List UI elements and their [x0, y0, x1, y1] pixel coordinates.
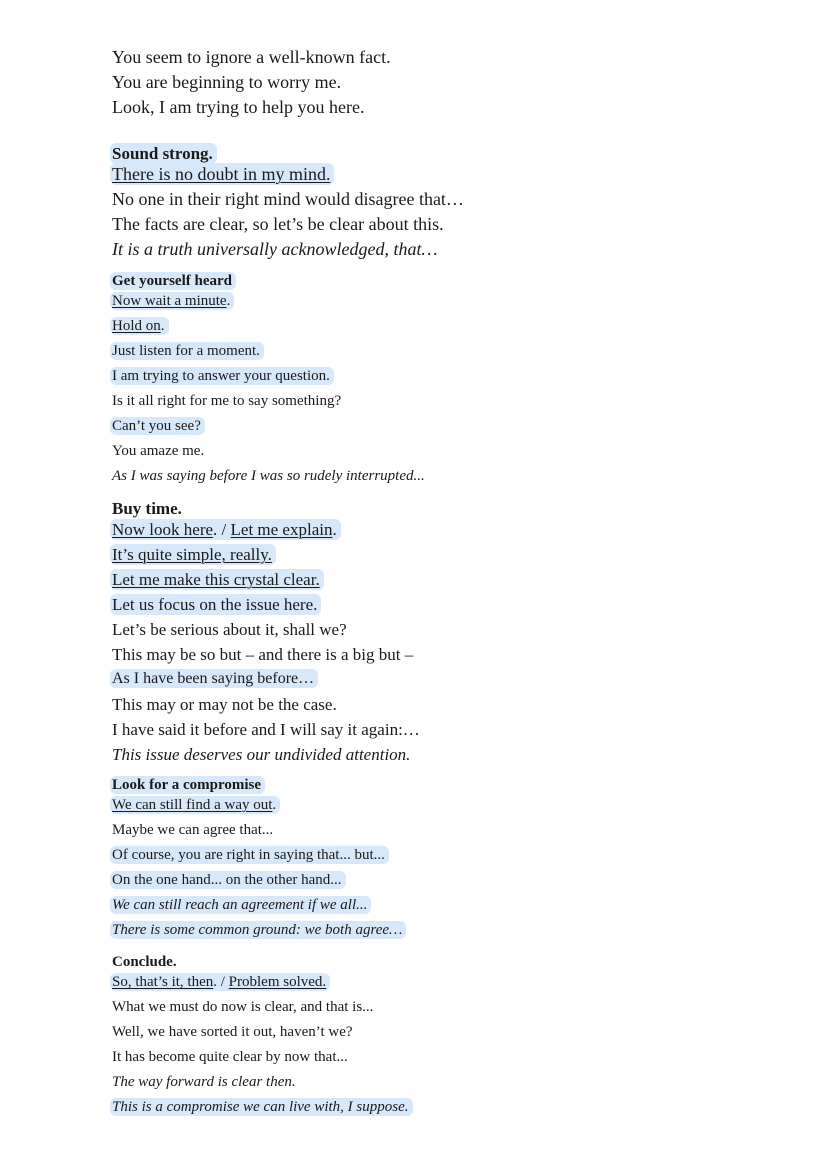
section-get-heard	[112, 274, 425, 494]
phrase-line: It has become quite clear by now that...	[112, 1049, 348, 1065]
phrase-line: As I have been saying before…	[112, 671, 420, 696]
phrase-line: Can’t you see?	[112, 419, 425, 444]
section-heading: Buy time.	[112, 499, 182, 518]
section-conclude	[112, 955, 413, 1125]
phrase-line: Let’s be serious about it, shall we?	[112, 620, 347, 639]
phrase-line: The facts are clear, so let’s be clear about this.	[112, 214, 444, 234]
phrase-line: We can still find a way out.	[112, 798, 406, 823]
section-heading: Get yourself heard	[112, 274, 425, 294]
phrase-line: Is it all right for me to say something?	[112, 393, 342, 409]
section-heading: Sound strong.	[112, 145, 464, 165]
phrase-line: As I was saying before I was so rudely interrupted...	[112, 468, 425, 484]
phrase-line: I have said it before and I will say it again:…	[112, 720, 420, 739]
section-compromise	[112, 778, 406, 948]
phrase-line: Just listen for a moment.	[112, 344, 425, 369]
phrase-line: No one in their right mind would disagree that…	[112, 189, 464, 209]
phrase-line: Maybe we can agree that...	[112, 822, 274, 838]
phrase-line: I am trying to answer your question.	[112, 369, 425, 394]
phrase-line: Hold on.	[112, 319, 425, 344]
phrase-line: It’s quite simple, really.	[112, 546, 420, 571]
phrase-line: Now wait a minute.	[112, 294, 425, 319]
intro-line: You are beginning to worry me.	[112, 72, 342, 92]
section-buy-time	[112, 500, 420, 771]
phrase-line: Let us focus on the issue here.	[112, 596, 420, 621]
phrase-line: Now look here. / Let me explain.	[112, 521, 420, 546]
phrase-line: So, that’s it, then. / Problem solved.	[112, 975, 413, 1000]
phrase-line: This may or may not be the case.	[112, 695, 337, 714]
phrase-line: It is a truth universally acknowledged, that…	[112, 239, 438, 259]
phrase-line: You amaze me.	[112, 443, 205, 459]
intro-block	[112, 48, 391, 123]
section-heading: Look for a compromise	[112, 778, 406, 798]
intro-line: You seem to ignore a well-known fact.	[112, 47, 391, 67]
phrase-line: We can still reach an agreement if we all...	[112, 898, 406, 923]
phrase-line: Of course, you are right in saying that... but...	[112, 848, 406, 873]
phrase-line: This is a compromise we can live with, I suppose.	[112, 1100, 413, 1125]
phrase-line: There is no doubt in my mind.	[112, 165, 464, 190]
phrase-line: The way forward is clear then.	[112, 1074, 296, 1090]
phrase-line: Let me make this crystal clear.	[112, 571, 420, 596]
section-heading: Conclude.	[112, 954, 177, 970]
phrase-line: Well, we have sorted it out, haven’t we?	[112, 1024, 353, 1040]
intro-line: Look, I am trying to help you here.	[112, 97, 365, 117]
section-sound-strong	[112, 145, 464, 265]
phrase-line: There is some common ground: we both agree…	[112, 923, 406, 948]
phrase-line: This may be so but – and there is a big but –	[112, 645, 414, 664]
phrase-line: What we must do now is clear, and that is...	[112, 999, 374, 1015]
phrase-line: On the one hand... on the other hand...	[112, 873, 406, 898]
phrase-line: This issue deserves our undivided attention.	[112, 745, 411, 764]
